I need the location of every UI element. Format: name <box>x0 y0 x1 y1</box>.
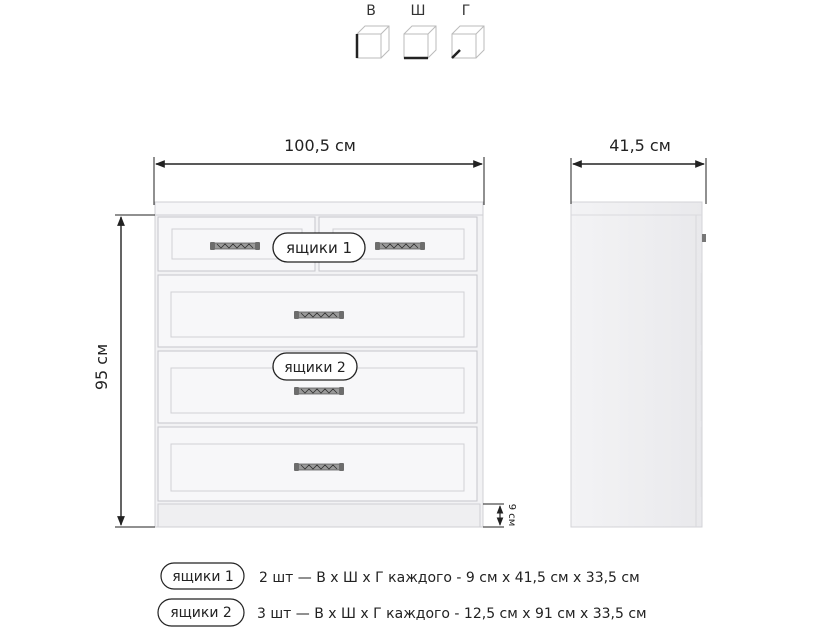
svg-text:ящики 1: ящики 1 <box>172 569 234 585</box>
side-panel <box>571 202 702 527</box>
width-cube-icon <box>404 26 436 58</box>
handle-icon <box>210 242 260 250</box>
width-value: 100,5 см <box>284 136 356 155</box>
large-drawer-3 <box>158 427 477 501</box>
svg-text:ящики 2: ящики 2 <box>170 605 232 621</box>
handle-icon <box>702 234 706 242</box>
plinth-value: 9 см <box>506 503 517 527</box>
svg-text:ящики 2: ящики 2 <box>284 360 346 376</box>
plinth-dimension <box>483 504 517 527</box>
spec-text-2: 3 шт — В х Ш х Г каждого - 12,5 см х 91 см х 33,5 см <box>257 606 647 622</box>
depth-value: 41,5 см <box>609 136 671 155</box>
depth-cube-icon <box>452 26 484 58</box>
spec-row-2 <box>158 599 647 626</box>
side-view <box>571 202 706 527</box>
spec-text-1: 2 шт — В х Ш х Г каждого - 9 см х 41,5 см х 33,5 см <box>259 570 640 586</box>
spec-row-1 <box>161 563 640 589</box>
plinth <box>158 504 480 527</box>
height-axis-label: В <box>366 3 376 19</box>
height-cube-icon <box>357 26 389 58</box>
drawer-label-2 <box>273 353 357 380</box>
height-value: 95 см <box>92 343 111 391</box>
handle-icon <box>294 463 344 471</box>
handle-icon <box>294 311 344 319</box>
axes-legend <box>357 3 484 58</box>
height-dimension <box>92 215 155 527</box>
front-view <box>155 202 483 527</box>
depth-dimension <box>571 136 706 204</box>
width-dimension <box>154 136 484 205</box>
svg-text:ящики 1: ящики 1 <box>285 239 353 257</box>
dresser-top <box>155 202 483 215</box>
width-axis-label: Ш <box>410 3 426 19</box>
drawer-label-1 <box>273 233 365 262</box>
handle-icon <box>294 387 344 395</box>
depth-axis-label: Г <box>461 3 471 19</box>
handle-icon <box>375 242 425 250</box>
large-drawer-1 <box>158 275 477 347</box>
